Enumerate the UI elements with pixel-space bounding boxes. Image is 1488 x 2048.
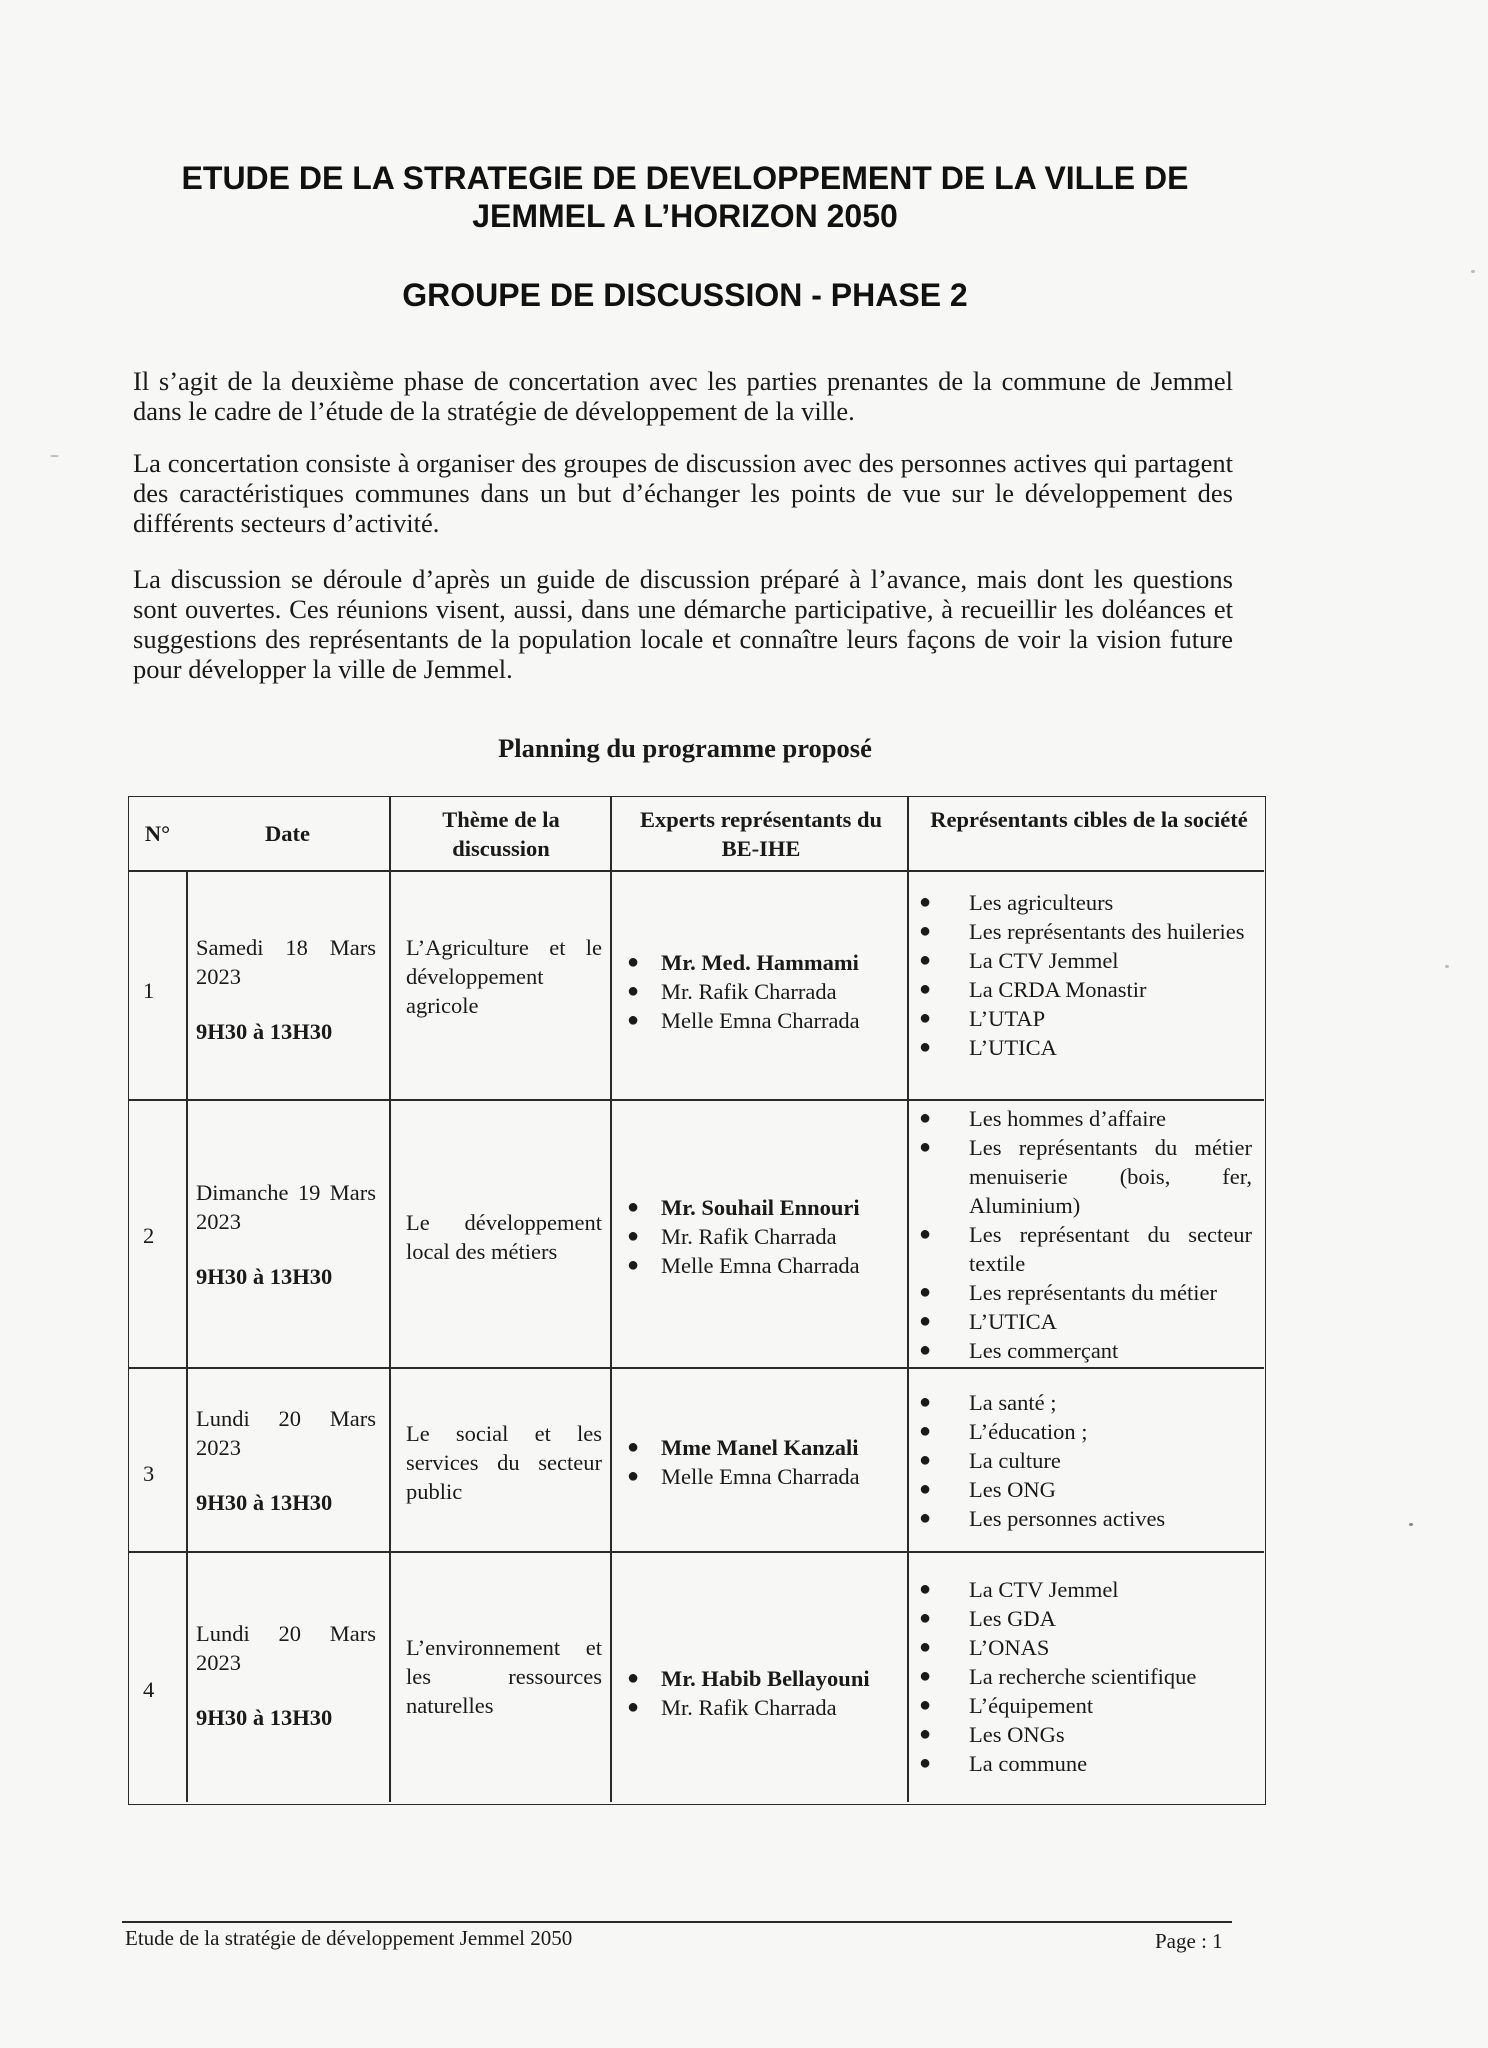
row-3-theme: Le social et les services du secteur public xyxy=(406,1421,602,1504)
row-2-targets-list xyxy=(919,1104,1252,1365)
document-title-line-2: JEMMEL A L’HORIZON 2050 xyxy=(472,198,898,234)
document-subtitle: GROUPE DE DISCUSSION - PHASE 2 xyxy=(402,277,968,313)
list-item: ● Les représentants du métier xyxy=(919,1280,1218,1305)
row-2-number: 2 xyxy=(143,1223,155,1248)
document-title-line-1: ETUDE DE LA STRATEGIE DE DEVELOPPEMENT DE LA VILLE DE xyxy=(181,160,1189,196)
scan-speck xyxy=(1445,965,1449,968)
row-1-experts-list xyxy=(621,948,906,1035)
row-3-time: 9H30 à 13H30 xyxy=(196,1490,333,1515)
row-2-time: 9H30 à 13H30 xyxy=(196,1264,333,1289)
row-1-time: 9H30 à 13H30 xyxy=(196,1019,333,1044)
scan-speck xyxy=(1471,270,1475,273)
list-item: ● L’UTICA xyxy=(919,1035,1057,1060)
row-3-targets-list xyxy=(919,1388,1252,1533)
table-row-divider xyxy=(129,1551,1264,1553)
list-item: ● Les personnes actives xyxy=(919,1506,1166,1531)
paragraph-discussion: La discussion se déroule d’après un guide de discussion préparé à l’avance, mais dont les questions sont ouvertes. Ces réunions visent, aussi, dans une démarche participative, à recueillir les doléances et suggestions des représentants de la population locale et connaître leurs façons de voir la vision future pour développer la ville de Jemmel. xyxy=(133,564,1233,684)
scan-speck xyxy=(50,455,59,457)
row-4-date: Lundi 20 Mars 2023 xyxy=(196,1621,376,1675)
list-item: ● Les ONG xyxy=(919,1477,1056,1502)
list-item: ● Melle Emna Charrada xyxy=(627,1253,860,1278)
table-col-divider xyxy=(186,870,188,1802)
row-1-theme: L’Agriculture et le développement agricole xyxy=(406,935,602,1018)
list-item: ● Les représentants du métier menuiserie (bois, fer, Aluminium) xyxy=(919,1135,1252,1218)
list-item: ● La recherche scientifique xyxy=(919,1664,1197,1689)
list-item: ● Les représentant du secteur textile xyxy=(919,1222,1252,1276)
list-item: ● La santé ; xyxy=(919,1390,1057,1415)
list-item: ● L’UTICA xyxy=(919,1309,1057,1334)
table-col-divider xyxy=(907,797,909,1802)
list-item: ● La CRDA Monastir xyxy=(919,977,1147,1002)
list-item: ● L’ONAS xyxy=(919,1635,1050,1660)
row-4-experts-list xyxy=(621,1664,906,1722)
list-item: ● L’équipement xyxy=(919,1693,1094,1718)
row-4-targets-list xyxy=(919,1575,1252,1778)
list-item: ● Les ONGs xyxy=(919,1722,1065,1747)
scan-speck xyxy=(1409,1523,1413,1526)
table-row-divider xyxy=(129,1099,1264,1101)
footer-document-name: Etude de la stratégie de développement Jemmel 2050 xyxy=(125,1926,573,1950)
row-3-number: 3 xyxy=(143,1461,155,1486)
list-item: ● Les GDA xyxy=(919,1606,1056,1631)
paragraph-intro: Il s’agit de la deuxième phase de concertation avec les parties prenantes de la commune de Jemmel dans le cadre de l’étude de la stratégie de développement de la ville. xyxy=(133,366,1233,426)
list-item: ● La CTV Jemmel xyxy=(919,1577,1119,1602)
list-item: ● Les agriculteurs xyxy=(919,890,1114,915)
row-3-experts-list xyxy=(621,1433,906,1491)
list-item: ● Mr. Rafik Charrada xyxy=(627,1224,837,1249)
row-2-date: Dimanche 19 Mars 2023 xyxy=(196,1180,376,1234)
row-2-experts-list xyxy=(621,1193,906,1280)
list-item: ● Mr. Rafik Charrada xyxy=(627,1695,837,1720)
list-item: ● Les hommes d’affaire xyxy=(919,1106,1167,1131)
header-num: N° xyxy=(144,821,171,846)
list-item: ● Mr. Habib Bellayouni xyxy=(627,1666,870,1691)
list-item: ● Mr. Rafik Charrada xyxy=(627,979,837,1004)
table-row-divider xyxy=(129,870,1264,872)
row-2-theme: Le développement local des métiers xyxy=(406,1210,602,1264)
row-1-targets-list xyxy=(919,888,1252,1062)
row-3-date: Lundi 20 Mars 2023 xyxy=(196,1406,376,1460)
list-item: ● Melle Emna Charrada xyxy=(627,1008,860,1033)
list-item: ● La commune xyxy=(919,1751,1088,1776)
paragraph-concertation: La concertation consiste à organiser des groupes de discussion avec des personnes actives qui partagent des caractéristiques communes dans un but d’échanger les points de vue sur le développement des différents secteurs d’activité. xyxy=(133,448,1233,538)
list-item: ● Mr. Souhail Ennouri xyxy=(627,1195,860,1220)
list-item: ● Les commerçant xyxy=(919,1338,1119,1363)
footer-page-number: Page : 1 xyxy=(1155,1929,1223,1953)
list-item: ● Melle Emna Charrada xyxy=(627,1464,860,1489)
header-experts: Experts représentants du BE-IHE xyxy=(639,807,883,861)
footer-divider xyxy=(122,1921,1232,1923)
list-item: ● L’UTAP xyxy=(919,1006,1046,1031)
list-item: ● Mr. Med. Hammami xyxy=(627,950,859,975)
row-4-time: 9H30 à 13H30 xyxy=(196,1705,333,1730)
table-col-divider xyxy=(610,797,612,1802)
header-date: Date xyxy=(265,821,310,846)
table-col-divider xyxy=(389,797,391,1802)
planning-table xyxy=(128,796,1266,1805)
row-1-date: Samedi 18 Mars 2023 xyxy=(196,935,376,989)
row-1-number: 1 xyxy=(143,978,155,1003)
header-theme: Thème de la discussion xyxy=(442,807,560,861)
row-4-theme: L’environnement et les ressources naturelles xyxy=(406,1635,602,1718)
header-targets: Représentants cibles de la société xyxy=(930,807,1248,832)
list-item: ● L’éducation ; xyxy=(919,1419,1088,1444)
list-item: ● Mme Manel Kanzali xyxy=(627,1435,859,1460)
list-item: ● La culture xyxy=(919,1448,1061,1473)
list-item: ● La CTV Jemmel xyxy=(919,948,1119,973)
table-row-divider xyxy=(129,1367,1264,1369)
planning-heading: Planning du programme proposé xyxy=(498,733,872,763)
list-item: ● Les représentants des huileries xyxy=(919,919,1245,944)
row-4-number: 4 xyxy=(143,1677,155,1702)
